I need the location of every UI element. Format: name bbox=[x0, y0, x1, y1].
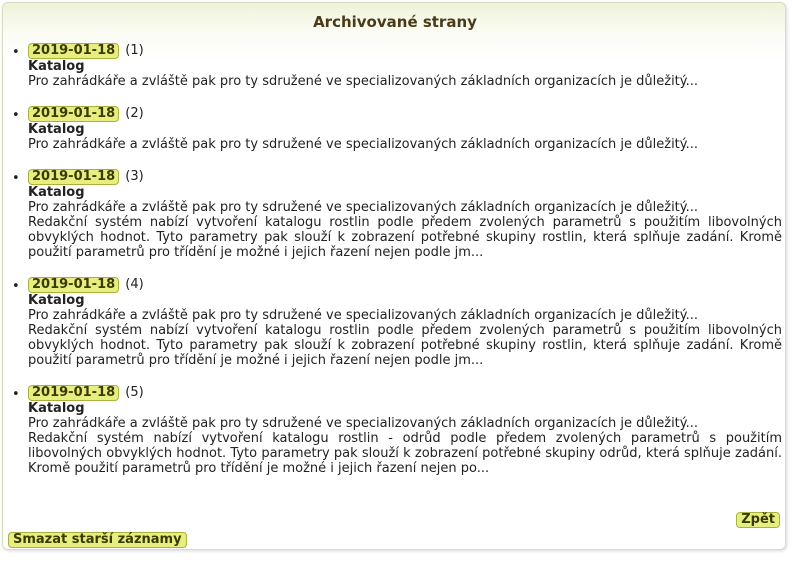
entry-number: (4) bbox=[125, 277, 144, 292]
entry-meta bbox=[28, 42, 787, 59]
entry-excerpt-detail: Redakční systém nabízí vytvoření katalogu rostlin - odrůd podle předem zvolených parametrů s použitím libovolných obvyklých hodnot. Tyto parametry pak slouží k zobrazení potřebné skupiny odrůd, která splňuje zadání. Kromě použití parametrů pro třídění je možné i jejich řazení nejen po... bbox=[28, 431, 782, 476]
entry-date-link[interactable]: 2019-01-18 bbox=[28, 43, 119, 59]
entry-title: Katalog bbox=[28, 122, 85, 137]
archive-list bbox=[3, 42, 787, 492]
entry-number: (2) bbox=[125, 106, 144, 121]
bullet-icon: • bbox=[12, 108, 20, 123]
entry-title: Katalog bbox=[28, 401, 85, 416]
delete-older-button[interactable]: Smazat starší záznamy bbox=[8, 532, 187, 548]
entry-date-link[interactable]: 2019-01-18 bbox=[28, 169, 119, 185]
entry-excerpt: Pro zahrádkáře a zvláště pak pro ty sdružené ve specializovaných základních organizacích je důležitý... bbox=[28, 74, 699, 89]
back-button[interactable]: Zpět bbox=[736, 512, 780, 528]
list-item bbox=[3, 42, 787, 89]
archive-panel bbox=[2, 2, 786, 550]
page-title: Archivované strany bbox=[313, 13, 477, 31]
entry-date-link[interactable]: 2019-01-18 bbox=[28, 385, 119, 401]
entry-title: Katalog bbox=[28, 293, 85, 308]
list-item bbox=[3, 276, 787, 368]
list-item bbox=[3, 384, 787, 476]
entry-title: Katalog bbox=[28, 59, 85, 74]
list-item bbox=[3, 168, 787, 260]
entry-title: Katalog bbox=[28, 185, 85, 200]
entry-excerpt-detail: Redakční systém nabízí vytvoření katalogu rostlin podle předem zvolených parametrů s použitím libovolných obvyklých hodnot. Tyto parametry pak slouží k zobrazení potřebné skupiny rostlin, která splňuje zadání. Kromě použití parametrů pro třídění je možné i jejich řazení nejen podle jm... bbox=[28, 215, 782, 260]
entry-excerpt: Pro zahrádkáře a zvláště pak pro ty sdružené ve specializovaných základních organizacích je důležitý... bbox=[28, 200, 699, 215]
entry-number: (5) bbox=[125, 385, 144, 400]
entry-meta bbox=[28, 105, 787, 122]
bullet-icon: • bbox=[12, 171, 20, 186]
entry-excerpt-detail: Redakční systém nabízí vytvoření katalogu rostlin podle předem zvolených parametrů s použitím libovolných obvyklých hodnot. Tyto parametry pak slouží k zobrazení potřebné skupiny rostlin, která splňuje zadání. Kromě použití parametrů pro třídění je možné i jejich řazení nejen podle jm... bbox=[28, 323, 782, 368]
entry-meta bbox=[28, 384, 787, 401]
entry-excerpt: Pro zahrádkáře a zvláště pak pro ty sdružené ve specializovaných základních organizacích je důležitý... bbox=[28, 308, 699, 323]
entry-excerpt: Pro zahrádkáře a zvláště pak pro ty sdružené ve specializovaných základních organizacích je důležitý... bbox=[28, 137, 699, 152]
entry-meta bbox=[28, 276, 787, 293]
bullet-icon: • bbox=[12, 387, 20, 402]
entry-number: (1) bbox=[125, 43, 144, 58]
entry-date-link[interactable]: 2019-01-18 bbox=[28, 277, 119, 293]
entry-number: (3) bbox=[125, 169, 144, 184]
bullet-icon: • bbox=[12, 45, 20, 60]
entry-excerpt: Pro zahrádkáře a zvláště pak pro ty sdružené ve specializovaných základních organizacích je důležitý... bbox=[28, 416, 699, 431]
list-item bbox=[3, 105, 787, 152]
bullet-icon: • bbox=[12, 279, 20, 294]
entry-meta bbox=[28, 168, 787, 185]
entry-date-link[interactable]: 2019-01-18 bbox=[28, 106, 119, 122]
